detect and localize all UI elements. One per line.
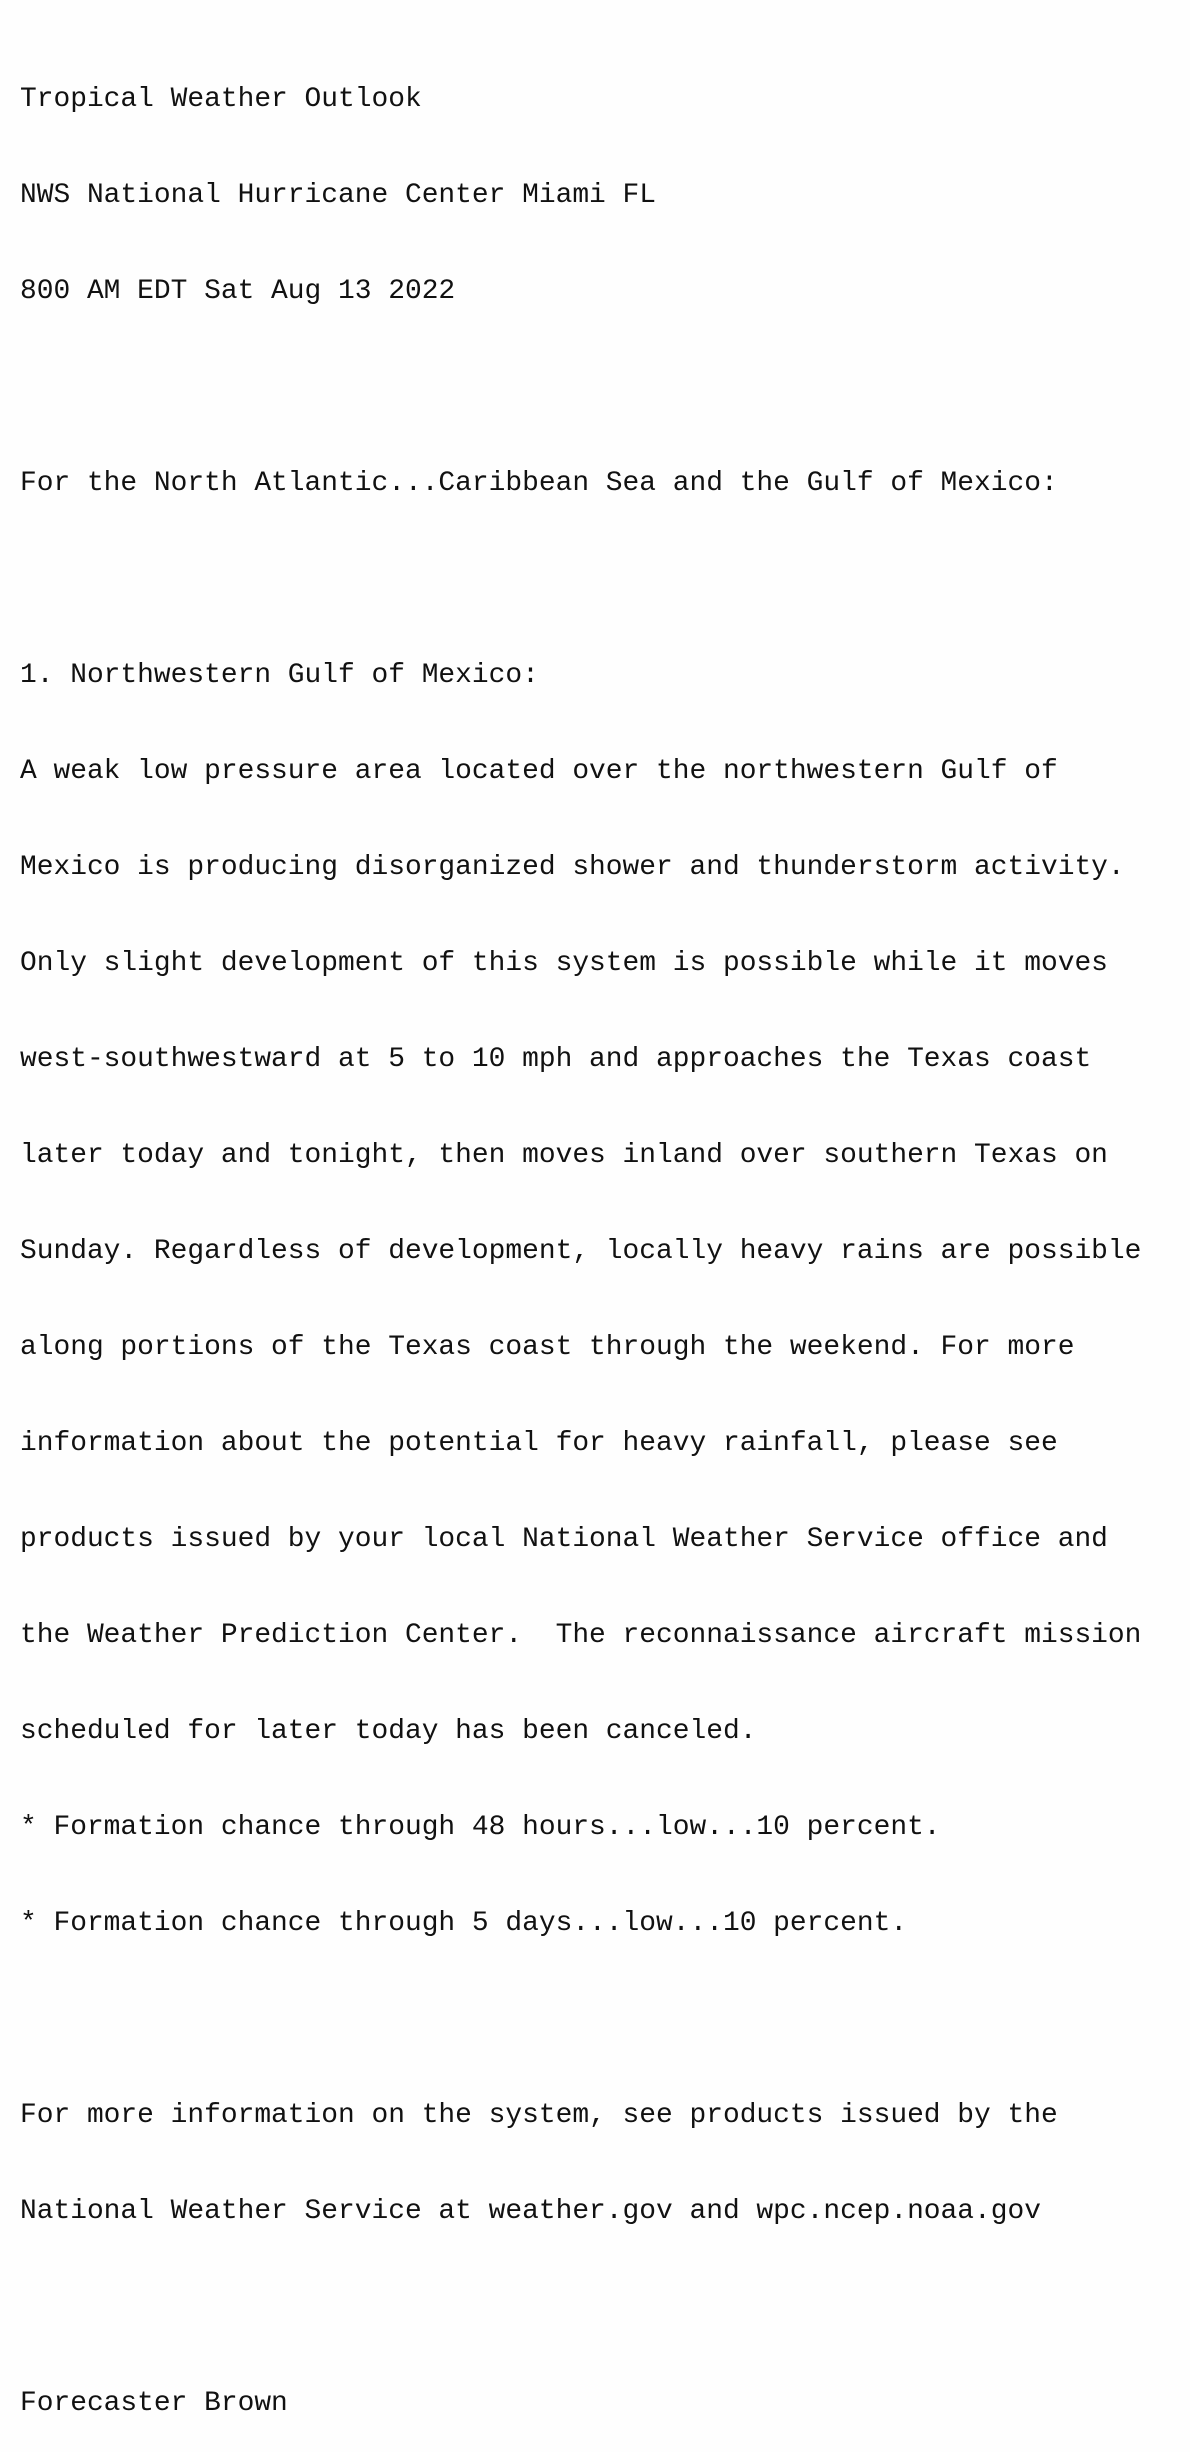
spacer (20, 372, 1141, 404)
discussion-line: Mexico is producing disorganized shower and thunderstorm activity. (20, 852, 1125, 883)
formation-chance-5-days: * Formation chance through 5 days...low...10 percent. (20, 1908, 908, 1939)
discussion-line: information about the potential for heavy rainfall, please see (20, 1428, 1058, 1459)
discussion-line: Sunday. Regardless of development, locally heavy rains are possible (20, 1236, 1142, 1267)
discussion-line: along portions of the Texas coast through the weekend. For more (20, 1332, 1075, 1363)
more-info-line: National Weather Service at weather.gov and wpc.ncep.noaa.gov (20, 2196, 1041, 2227)
discussion-line: later today and tonight, then moves inland over southern Texas on (20, 1140, 1108, 1171)
more-info-line: For more information on the system, see products issued by the (20, 2100, 1058, 2131)
discussion-line: scheduled for later today has been canceled. (20, 1716, 757, 1747)
formation-chance-48-hours: * Formation chance through 48 hours...low...10 percent. (20, 1812, 941, 1843)
discussion-line: the Weather Prediction Center. The reconnaissance aircraft mission (20, 1620, 1142, 1651)
issue-time: 800 AM EDT Sat Aug 13 2022 (20, 276, 456, 307)
discussion-line: Only slight development of this system is possible while it moves (20, 948, 1108, 979)
region-statement: For the North Atlantic...Caribbean Sea and the Gulf of Mexico: (20, 468, 1058, 499)
issuing-office: NWS National Hurricane Center Miami FL (20, 180, 657, 211)
discussion-line: products issued by your local National Weather Service office and (20, 1524, 1108, 1555)
discussion-line: A weak low pressure area located over the northwestern Gulf of (20, 756, 1058, 787)
discussion-line: west-southwestward at 5 to 10 mph and approaches the Texas coast (20, 1044, 1092, 1075)
spacer (20, 564, 1141, 596)
spacer (20, 2292, 1141, 2324)
spacer (20, 2004, 1141, 2036)
system-heading: 1. Northwestern Gulf of Mexico: (20, 660, 539, 691)
bulletin-title: Tropical Weather Outlook (20, 84, 422, 115)
outlook-bulletin (20, 20, 1141, 2452)
forecaster-signature: Forecaster Brown (20, 2388, 288, 2419)
